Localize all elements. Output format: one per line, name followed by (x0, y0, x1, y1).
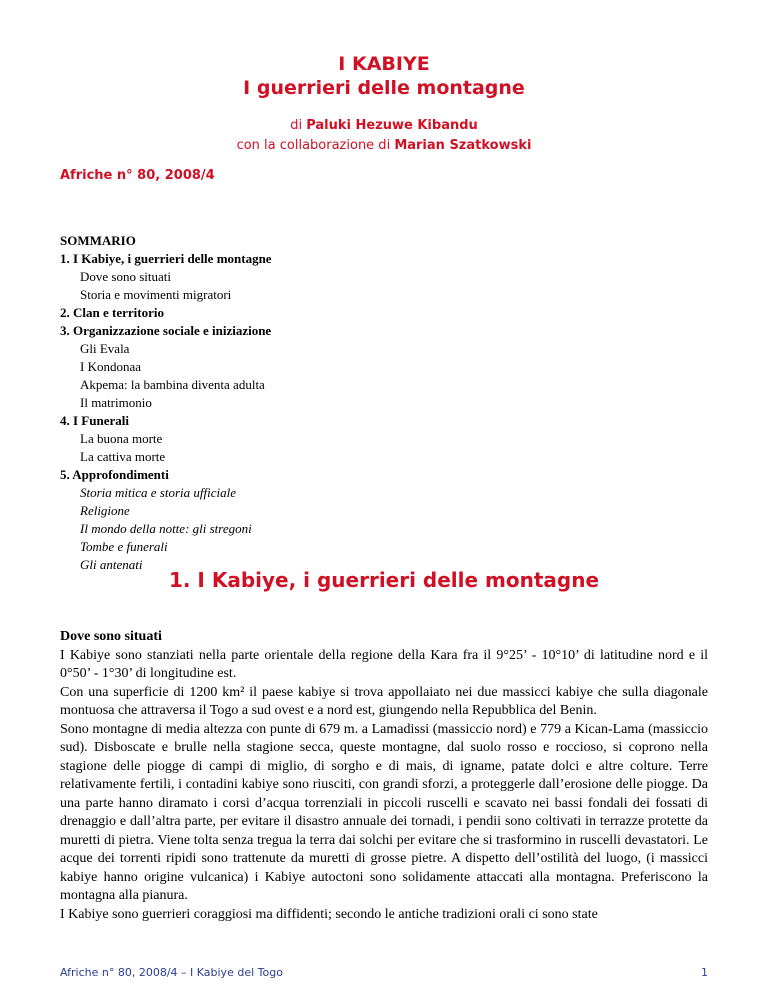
table-of-contents (60, 232, 272, 574)
paragraph: I Kabiye sono stanziati nella parte orientale della regione della Kara fra il 9°25’ - 10°10’ di latitudine nord e il 0°50’ - 1°30’ di longitudine est. (60, 647, 708, 681)
section-title: 1. I Kabiye, i guerrieri delle montagne (168, 568, 600, 592)
collaborator-line (0, 136, 768, 156)
issue-reference: Afriche n° 80, 2008/4 (60, 168, 215, 183)
paragraph: Con una superficie di 1200 km² il paese kabiye si trova appollaiato nei due massicci kabiye che sulla diagonale montuosa che attraversa il Togo a sud ovest e a nord est, giungendo nella Repubblica del Benin. (60, 684, 708, 718)
toc-item: Akpema: la bambina diventa adulta (80, 377, 265, 392)
toc-item: Religione (80, 503, 130, 518)
toc-item: Tombe e funerali (80, 539, 168, 554)
collaborator-prefix: con la collaborazione di (236, 138, 395, 153)
page-number: 1 (701, 966, 708, 979)
toc-item: 2. Clan e territorio (60, 305, 164, 320)
toc-item: 5. Approfondimenti (60, 467, 169, 482)
collaborator-name: Marian Szatkowski (394, 138, 532, 153)
toc-item: La buona morte (80, 431, 163, 446)
toc-item: La cattiva morte (80, 449, 166, 464)
author-name: Paluki Hezuwe Kibandu (306, 118, 478, 133)
author-line (0, 116, 768, 136)
toc-item: 3. Organizzazione sociale e iniziazione (60, 323, 272, 338)
author-prefix: di (290, 118, 307, 133)
toc-item: I Kondonaa (80, 359, 142, 374)
toc-item: Dove sono situati (80, 269, 171, 284)
toc-item: Il matrimonio (80, 395, 152, 410)
document-title: I KABIYE (338, 53, 430, 75)
toc-item: Il mondo della notte: gli stregoni (80, 521, 252, 536)
toc-heading: SOMMARIO (60, 233, 136, 248)
toc-item: Gli Evala (80, 341, 130, 356)
paragraph: Sono montagne di media altezza con punte di 679 m. a Lamadissi (massiccio nord) e 779 a Kican-Lama (massiccio sud). Disboscate e brulle nella stagione secca, queste montagne, dal suolo rosso e roccioso, si coprono nella stagione delle piogge di campi di miglio, di sorgho e di mais, di igname, patate dolci e altre colture. Terre relativamente fertili, i contadini kabiye sono riusciti, con grandi sforzi, a proteggerle dall’erosione delle piogge. Da una parte hanno diramato i corsi d’acqua torrenziali in piccoli ruscelli e scavato nei bassi fondali dei fossati di drenaggio e dall’altra parte, per evitare il disastro annuale dei tornadi, i pendii sono coltivati in terrazze protette da muretti di pietra. Viene tolta senza tregua la terra dai solchi per evitare che si trasformino in ruscelli devastatori. Le acque dei torrenti ripidi sono trattenute da muretti di grosse pietre. A dispetto dell’ostilità del luogo, (i massicci kabiye hanno origine vulcanica) i Kabiye autoctoni sono solidamente attaccati alla montagna. Preferiscono la montagna alla pianura. (60, 721, 708, 903)
footer-text: Afriche n° 80, 2008/4 – I Kabiye del Togo (60, 966, 283, 979)
toc-item: 4. I Funerali (60, 413, 129, 428)
toc-item: Storia mitica e storia ufficiale (80, 485, 236, 500)
paragraph: I Kabiye sono guerrieri coraggiosi ma diffidenti; secondo le antiche tradizioni orali ci sono state (60, 906, 598, 922)
section-body (60, 628, 708, 924)
section-subheading: Dove sono situati (60, 629, 162, 644)
document-subtitle: I guerrieri delle montagne (243, 77, 525, 99)
toc-item: Storia e movimenti migratori (80, 287, 232, 302)
toc-item: 1. I Kabiye, i guerrieri delle montagne (60, 251, 272, 266)
toc-item: Gli antenati (80, 557, 143, 572)
